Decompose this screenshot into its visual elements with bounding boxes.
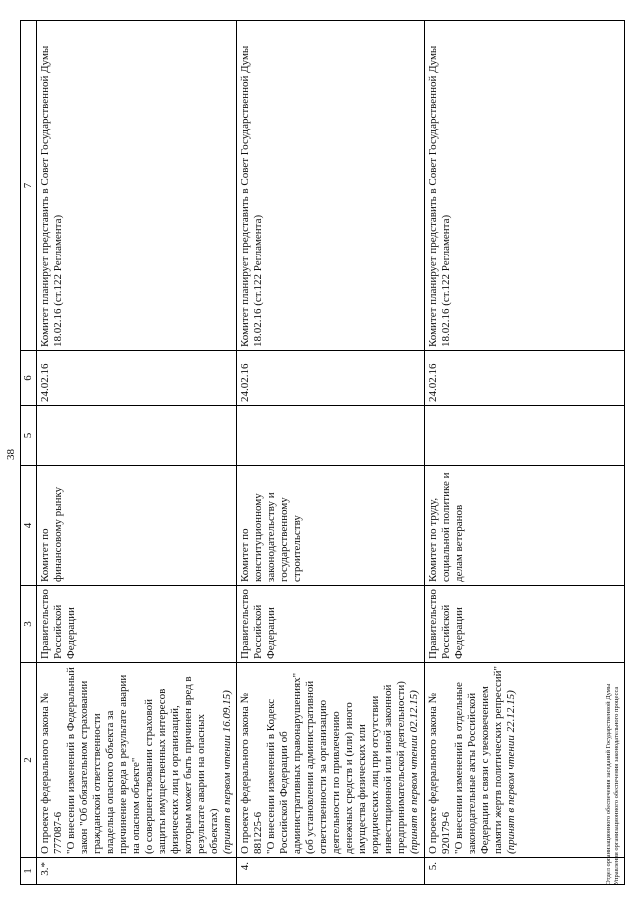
date-cell: 24.02.16	[37, 351, 237, 406]
table-row	[37, 21, 237, 885]
bill-reading-note: (принят в первом чтении 02.12.15)	[408, 690, 420, 854]
col5-cell	[237, 406, 425, 466]
bill-description: (об установлении административной ответственности за организацию деятельности по привлечению денежных средств и (или) иного имущества физических или юридических лиц при отсутствии инвестиционной или иной законной предпринимательской деятельности)	[304, 680, 407, 854]
bill-name: "О внесении изменений в Федеральный закон "Об обязательном страховании гражданской ответственности владельца опасного объекта за причинение вреда в результате аварии на опасном объекте"	[65, 667, 142, 854]
plan-cell: Комитет планирует представить в Совет Государственной Думы 18.02.16 (ст.122 Регламента)	[37, 21, 237, 351]
agenda-table	[20, 20, 625, 885]
row-number: 3.*	[37, 858, 237, 885]
plan-cell: Комитет планирует представить в Совет Государственной Думы 18.02.16 (ст.122 Регламента)	[237, 21, 425, 351]
committee-cell: Комитет по финансовому рынку	[37, 466, 237, 586]
footer-line: Управления организационного обеспечения законодательного процесса	[613, 686, 620, 885]
bill-reading-note: (принят в первом чтении 16.09.15)	[221, 690, 233, 854]
col-header: 7	[21, 21, 37, 351]
date-cell: 24.02.16	[237, 351, 425, 406]
bill-cell	[37, 663, 237, 858]
bill-name: "О внесении изменений в Кодекс Российской Федерации об административных правонарушениях"	[265, 672, 303, 854]
committee-cell: Комитет по конституционному законодательству и государственному строительству	[237, 466, 425, 586]
initiator-cell: Правительство Российской Федерации	[37, 586, 237, 663]
bill-title: О проекте федерального закона № 881225-6	[239, 693, 264, 854]
col-header: 1	[21, 858, 37, 885]
table-row	[237, 21, 425, 885]
col-header: 4	[21, 466, 37, 586]
bill-name: "О внесении изменений в отдельные законодательные акты Российской Федерации в связи с увековечением памяти жертв политических репрессий"	[453, 666, 504, 854]
bill-description: (о совершенствовании страховой защиты имущественных интересов физических лиц и организаций, которым может быть причинен вред в результате аварии на опасных объектах)	[143, 676, 220, 854]
col-header: 5	[21, 406, 37, 466]
row-number: 5.	[425, 858, 625, 885]
footer-line: Отдел организационного обеспечения заседаний Государственной Думы	[605, 683, 612, 885]
bill-title: О проекте федерального закона № 920179-6	[427, 693, 452, 854]
initiator-cell: Правительство Российской Федерации	[237, 586, 425, 663]
committee-cell: Комитет по труду, социальной политике и делам ветеранов	[425, 466, 625, 586]
page-number: 38	[5, 449, 17, 460]
bill-reading-note: (принят в первом чтении 22.12.15)	[505, 690, 517, 854]
plan-cell: Комитет планирует представить в Совет Государственной Думы 18.02.16 (ст.122 Регламента)	[425, 21, 625, 351]
col5-cell	[37, 406, 237, 466]
initiator-cell: Правительство Российской Федерации	[425, 586, 625, 663]
row-number: 4.	[237, 858, 425, 885]
col-header: 3	[21, 586, 37, 663]
header-row	[21, 21, 37, 885]
bill-title: О проекте федерального закона № 777087-6	[39, 693, 64, 854]
bill-cell	[237, 663, 425, 858]
table-row	[425, 21, 625, 885]
col5-cell	[425, 406, 625, 466]
date-cell: 24.02.16	[425, 351, 625, 406]
bill-cell	[425, 663, 625, 858]
col-header: 2	[21, 663, 37, 858]
col-header: 6	[21, 351, 37, 406]
footer	[605, 684, 621, 885]
